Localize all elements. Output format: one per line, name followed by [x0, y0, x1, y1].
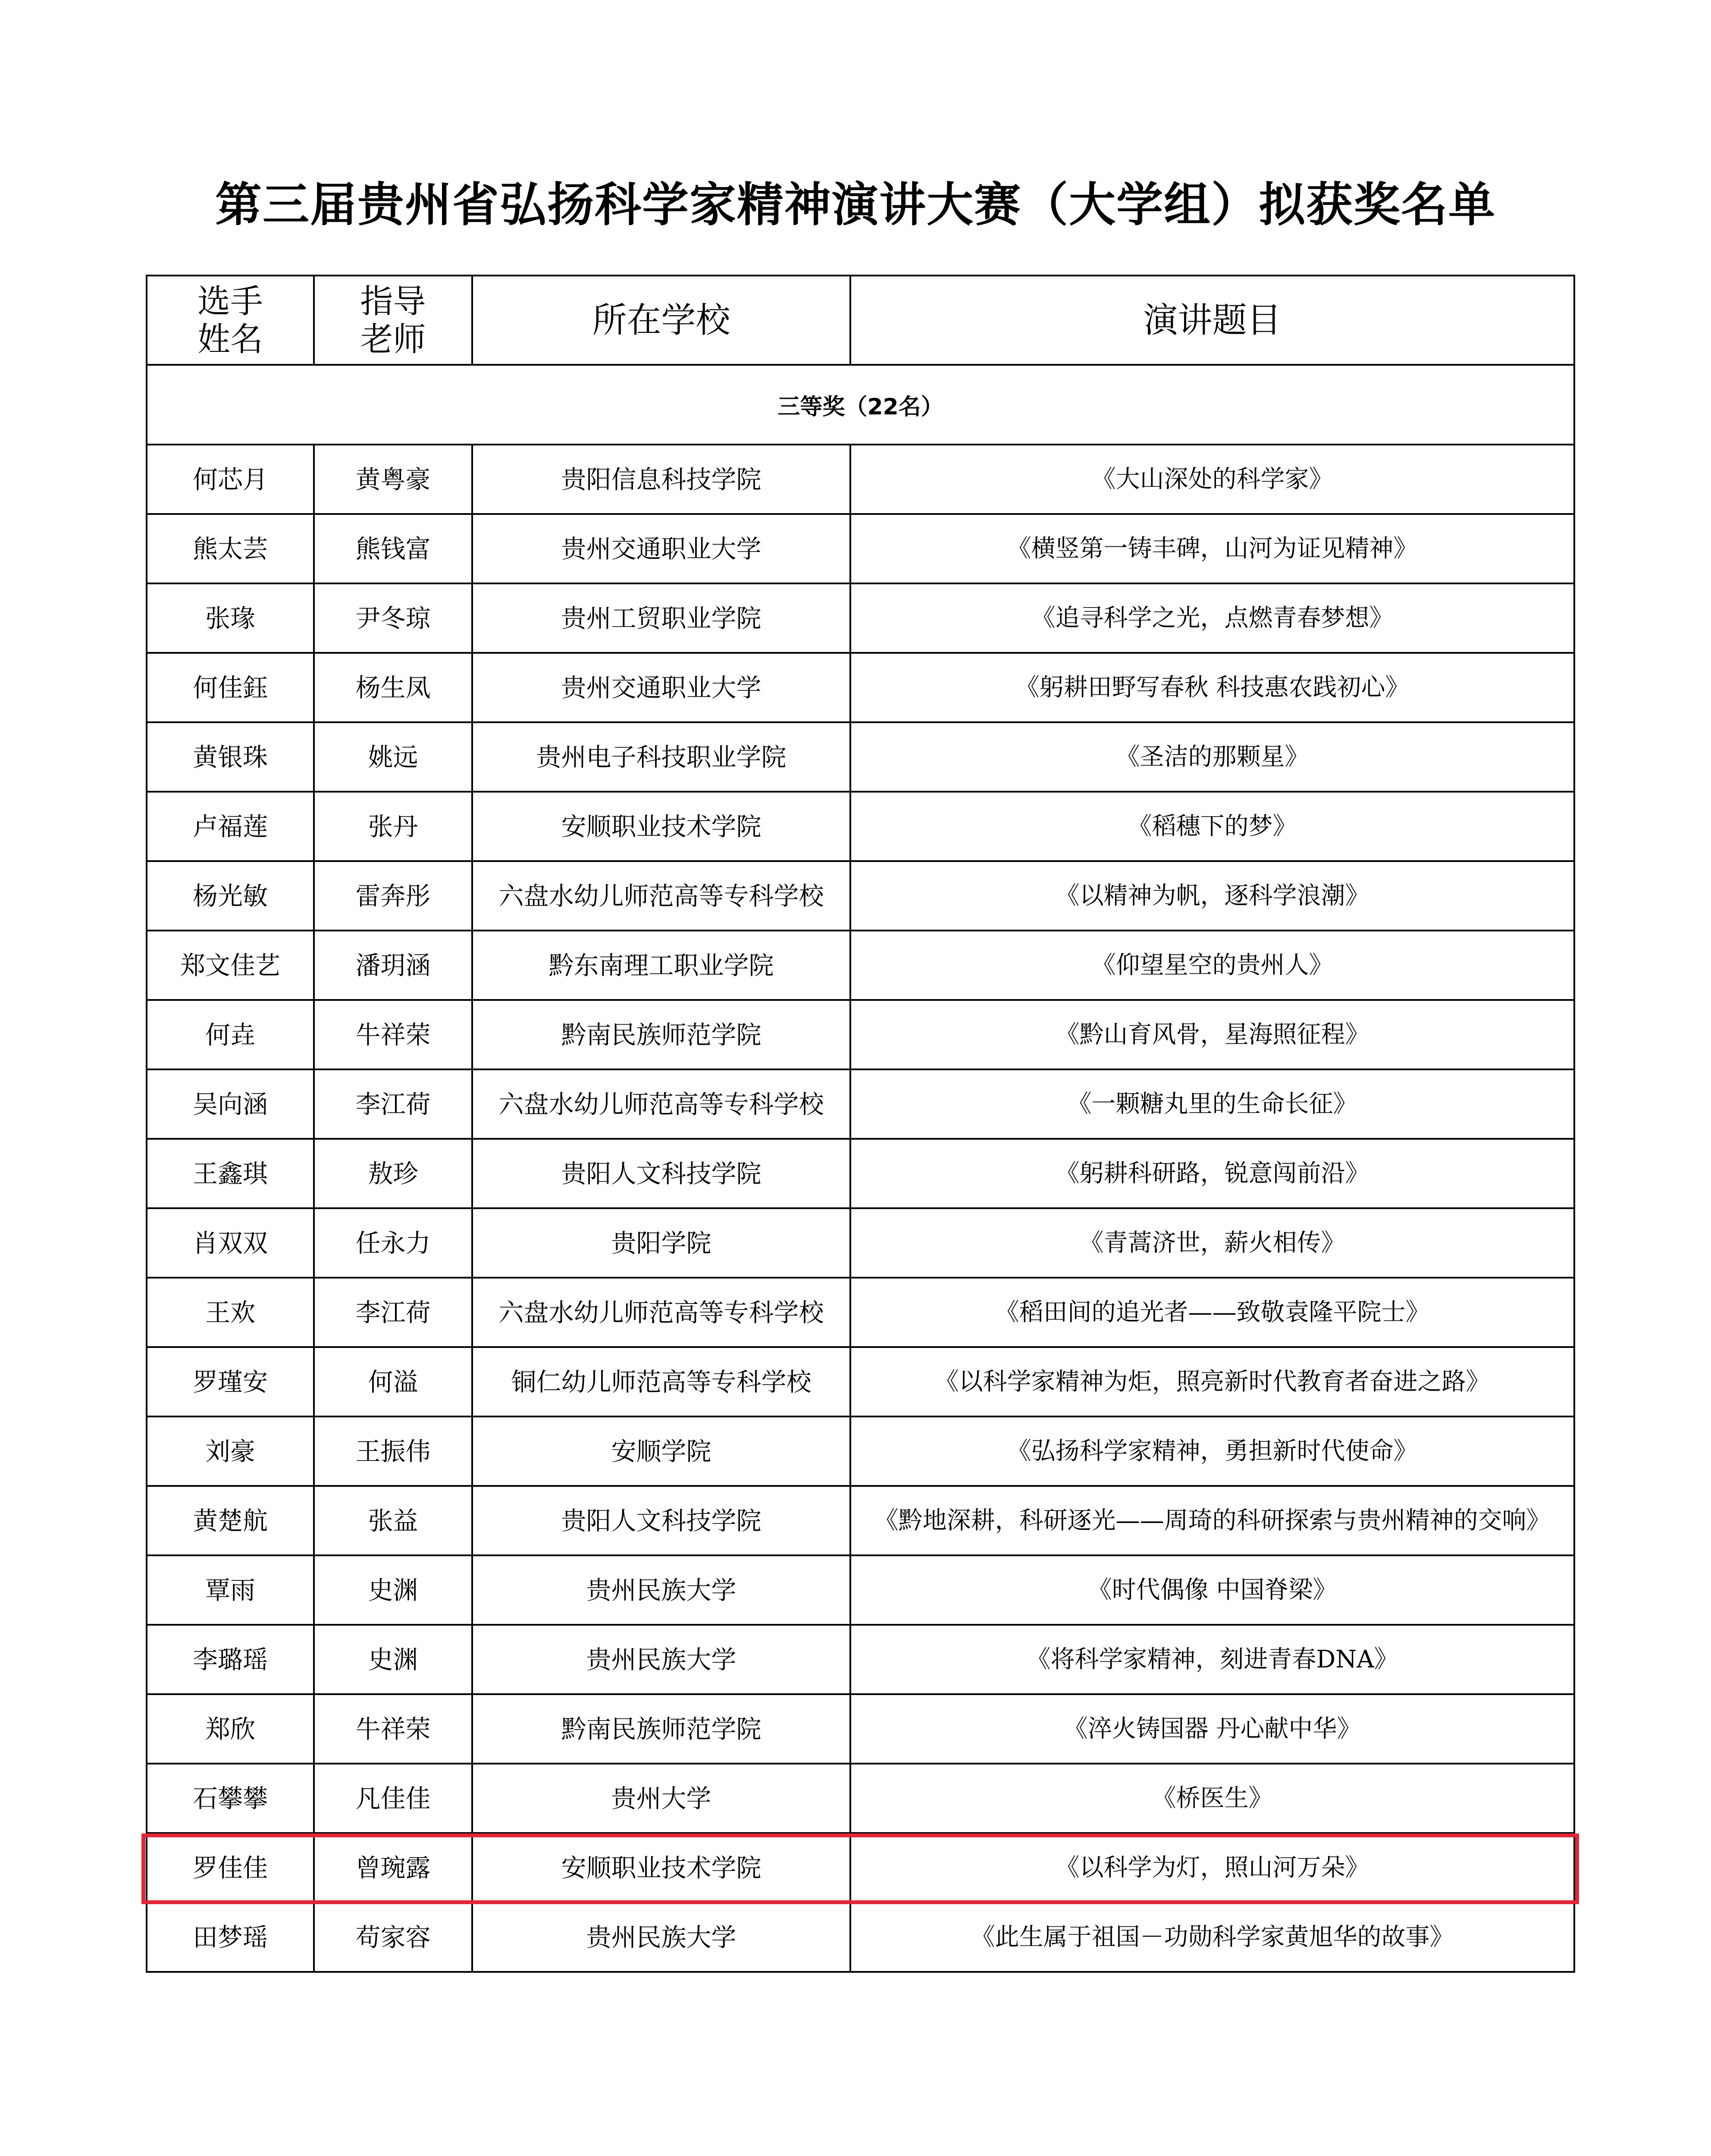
header-name-line1: 选手 — [197, 282, 263, 320]
table-row — [147, 1625, 1574, 1694]
header-teacher-line2: 老师 — [360, 320, 426, 358]
table-row — [147, 1416, 1574, 1486]
table-row — [147, 1833, 1574, 1902]
school-cell: 六盘水幼儿师范高等专科学校 — [472, 861, 850, 931]
instructor-cell: 史渊 — [314, 1555, 472, 1625]
table-row — [147, 931, 1574, 1000]
school-cell: 贵州交通职业大学 — [472, 514, 850, 583]
topic-cell: 《稻穗下的梦》 — [850, 792, 1574, 861]
table-row — [147, 1000, 1574, 1069]
contestant-name-cell: 何佳鈺 — [147, 653, 314, 722]
contestant-name-cell: 刘豪 — [147, 1416, 314, 1486]
contestant-name-cell: 王鑫琪 — [147, 1139, 314, 1208]
table-row — [147, 1764, 1574, 1833]
table-row — [147, 445, 1574, 514]
school-cell: 黔南民族师范学院 — [472, 1694, 850, 1764]
instructor-cell: 何溢 — [314, 1347, 472, 1416]
award-table — [146, 275, 1575, 1973]
topic-cell: 《以精神为帆，逐科学浪潮》 — [850, 861, 1574, 931]
header-school: 所在学校 — [472, 276, 850, 365]
instructor-cell: 张益 — [314, 1486, 472, 1555]
topic-cell: 《追寻科学之光，点燃青春梦想》 — [850, 583, 1574, 653]
instructor-cell: 姚远 — [314, 722, 472, 792]
contestant-name-cell: 杨光敏 — [147, 861, 314, 931]
instructor-cell: 潘玥涵 — [314, 931, 472, 1000]
section-label: 三等奖（22名） — [147, 365, 1574, 445]
instructor-cell: 牛祥荣 — [314, 1694, 472, 1764]
topic-cell: 《时代偶像 中国脊梁》 — [850, 1555, 1574, 1625]
topic-cell: 《淬火铸国器 丹心献中华》 — [850, 1694, 1574, 1764]
table-row — [147, 583, 1574, 653]
school-cell: 安顺职业技术学院 — [472, 1833, 850, 1902]
instructor-cell: 黄粤豪 — [314, 445, 472, 514]
school-cell: 黔南民族师范学院 — [472, 1000, 850, 1069]
table-row — [147, 1069, 1574, 1139]
school-cell: 六盘水幼儿师范高等专科学校 — [472, 1069, 850, 1139]
topic-cell: 《一颗糖丸里的生命长征》 — [850, 1069, 1574, 1139]
school-cell: 铜仁幼儿师范高等专科学校 — [472, 1347, 850, 1416]
table-row — [147, 1555, 1574, 1625]
contestant-name-cell: 何垚 — [147, 1000, 314, 1069]
topic-cell: 《弘扬科学家精神，勇担新时代使命》 — [850, 1416, 1574, 1486]
topic-cell: 《黔地深耕，科研逐光——周琦的科研探索与贵州精神的交响》 — [850, 1486, 1574, 1555]
contestant-name-cell: 卢福莲 — [147, 792, 314, 861]
school-cell: 黔东南理工职业学院 — [472, 931, 850, 1000]
table-row — [147, 722, 1574, 792]
school-cell: 贵阳学院 — [472, 1208, 850, 1278]
table-header-row — [147, 276, 1574, 365]
instructor-cell: 李江荷 — [314, 1069, 472, 1139]
contestant-name-cell: 覃雨 — [147, 1555, 314, 1625]
contestant-name-cell: 李璐瑶 — [147, 1625, 314, 1694]
instructor-cell: 曾琬露 — [314, 1833, 472, 1902]
topic-cell: 《以科学为灯，照山河万朵》 — [850, 1833, 1574, 1902]
contestant-name-cell: 张瑑 — [147, 583, 314, 653]
contestant-name-cell: 郑欣 — [147, 1694, 314, 1764]
contestant-name-cell: 罗瑾安 — [147, 1347, 314, 1416]
table-row — [147, 1208, 1574, 1278]
contestant-name-cell: 何芯月 — [147, 445, 314, 514]
table-row — [147, 1694, 1574, 1764]
topic-cell: 《大山深处的科学家》 — [850, 445, 1574, 514]
table-row — [147, 1139, 1574, 1208]
contestant-name-cell: 熊太芸 — [147, 514, 314, 583]
table-row — [147, 1347, 1574, 1416]
topic-cell: 《横竖第一铸丰碑，山河为证见精神》 — [850, 514, 1574, 583]
school-cell: 贵州大学 — [472, 1764, 850, 1833]
topic-cell: 《以科学家精神为炬，照亮新时代教育者奋进之路》 — [850, 1347, 1574, 1416]
contestant-name-cell: 石攀攀 — [147, 1764, 314, 1833]
header-contestant-name — [147, 276, 314, 365]
school-cell: 贵州交通职业大学 — [472, 653, 850, 722]
table-row — [147, 861, 1574, 931]
topic-cell: 《黔山育风骨，星海照征程》 — [850, 1000, 1574, 1069]
school-cell: 贵州民族大学 — [472, 1555, 850, 1625]
header-topic: 演讲题目 — [850, 276, 1574, 365]
school-cell: 安顺职业技术学院 — [472, 792, 850, 861]
contestant-name-cell: 黄楚航 — [147, 1486, 314, 1555]
school-cell: 贵阳信息科技学院 — [472, 445, 850, 514]
school-cell: 贵州工贸职业学院 — [472, 583, 850, 653]
table-row — [147, 653, 1574, 722]
table-row — [147, 514, 1574, 583]
topic-cell: 《躬耕田野写春秋 科技惠农践初心》 — [850, 653, 1574, 722]
section-row — [147, 365, 1574, 445]
contestant-name-cell: 罗佳佳 — [147, 1833, 314, 1902]
instructor-cell: 敖珍 — [314, 1139, 472, 1208]
school-cell: 贵州民族大学 — [472, 1902, 850, 1972]
school-cell: 贵州民族大学 — [472, 1625, 850, 1694]
contestant-name-cell: 田梦瑶 — [147, 1902, 314, 1972]
contestant-name-cell: 黄银珠 — [147, 722, 314, 792]
school-cell: 安顺学院 — [472, 1416, 850, 1486]
topic-cell: 《此生属于祖国－功勋科学家黄旭华的故事》 — [850, 1902, 1574, 1972]
school-cell: 六盘水幼儿师范高等专科学校 — [472, 1278, 850, 1347]
instructor-cell: 牛祥荣 — [314, 1000, 472, 1069]
instructor-cell: 任永力 — [314, 1208, 472, 1278]
instructor-cell: 凡佳佳 — [314, 1764, 472, 1833]
contestant-name-cell: 吴向涵 — [147, 1069, 314, 1139]
topic-cell: 《圣洁的那颗星》 — [850, 722, 1574, 792]
contestant-name-cell: 王欢 — [147, 1278, 314, 1347]
instructor-cell: 苟家容 — [314, 1902, 472, 1972]
table-row — [147, 792, 1574, 861]
school-cell: 贵州电子科技职业学院 — [472, 722, 850, 792]
school-cell: 贵阳人文科技学院 — [472, 1139, 850, 1208]
instructor-cell: 王振伟 — [314, 1416, 472, 1486]
topic-cell: 《躬耕科研路，锐意闯前沿》 — [850, 1139, 1574, 1208]
topic-cell: 《仰望星空的贵州人》 — [850, 931, 1574, 1000]
instructor-cell: 史渊 — [314, 1625, 472, 1694]
header-teacher-line1: 指导 — [360, 282, 426, 320]
instructor-cell: 张丹 — [314, 792, 472, 861]
page-title: 第三届贵州省弘扬科学家精神演讲大赛（大学组）拟获奖名单 — [215, 178, 1496, 232]
topic-cell: 《将科学家精神，刻进青春DNA》 — [850, 1625, 1574, 1694]
instructor-cell: 尹冬琼 — [314, 583, 472, 653]
instructor-cell: 李江荷 — [314, 1278, 472, 1347]
topic-cell: 《桥医生》 — [850, 1764, 1574, 1833]
instructor-cell: 杨生凤 — [314, 653, 472, 722]
contestant-name-cell: 郑文佳艺 — [147, 931, 314, 1000]
contestant-name-cell: 肖双双 — [147, 1208, 314, 1278]
school-cell: 贵阳人文科技学院 — [472, 1486, 850, 1555]
table-row — [147, 1902, 1574, 1972]
topic-cell: 《青蒿济世，薪火相传》 — [850, 1208, 1574, 1278]
header-instructor — [314, 276, 472, 365]
table-row — [147, 1486, 1574, 1555]
topic-cell: 《稻田间的追光者——致敬袁隆平院士》 — [850, 1278, 1574, 1347]
instructor-cell: 熊钱富 — [314, 514, 472, 583]
instructor-cell: 雷奔彤 — [314, 861, 472, 931]
table-row — [147, 1278, 1574, 1347]
header-name-line2: 姓名 — [197, 320, 263, 358]
